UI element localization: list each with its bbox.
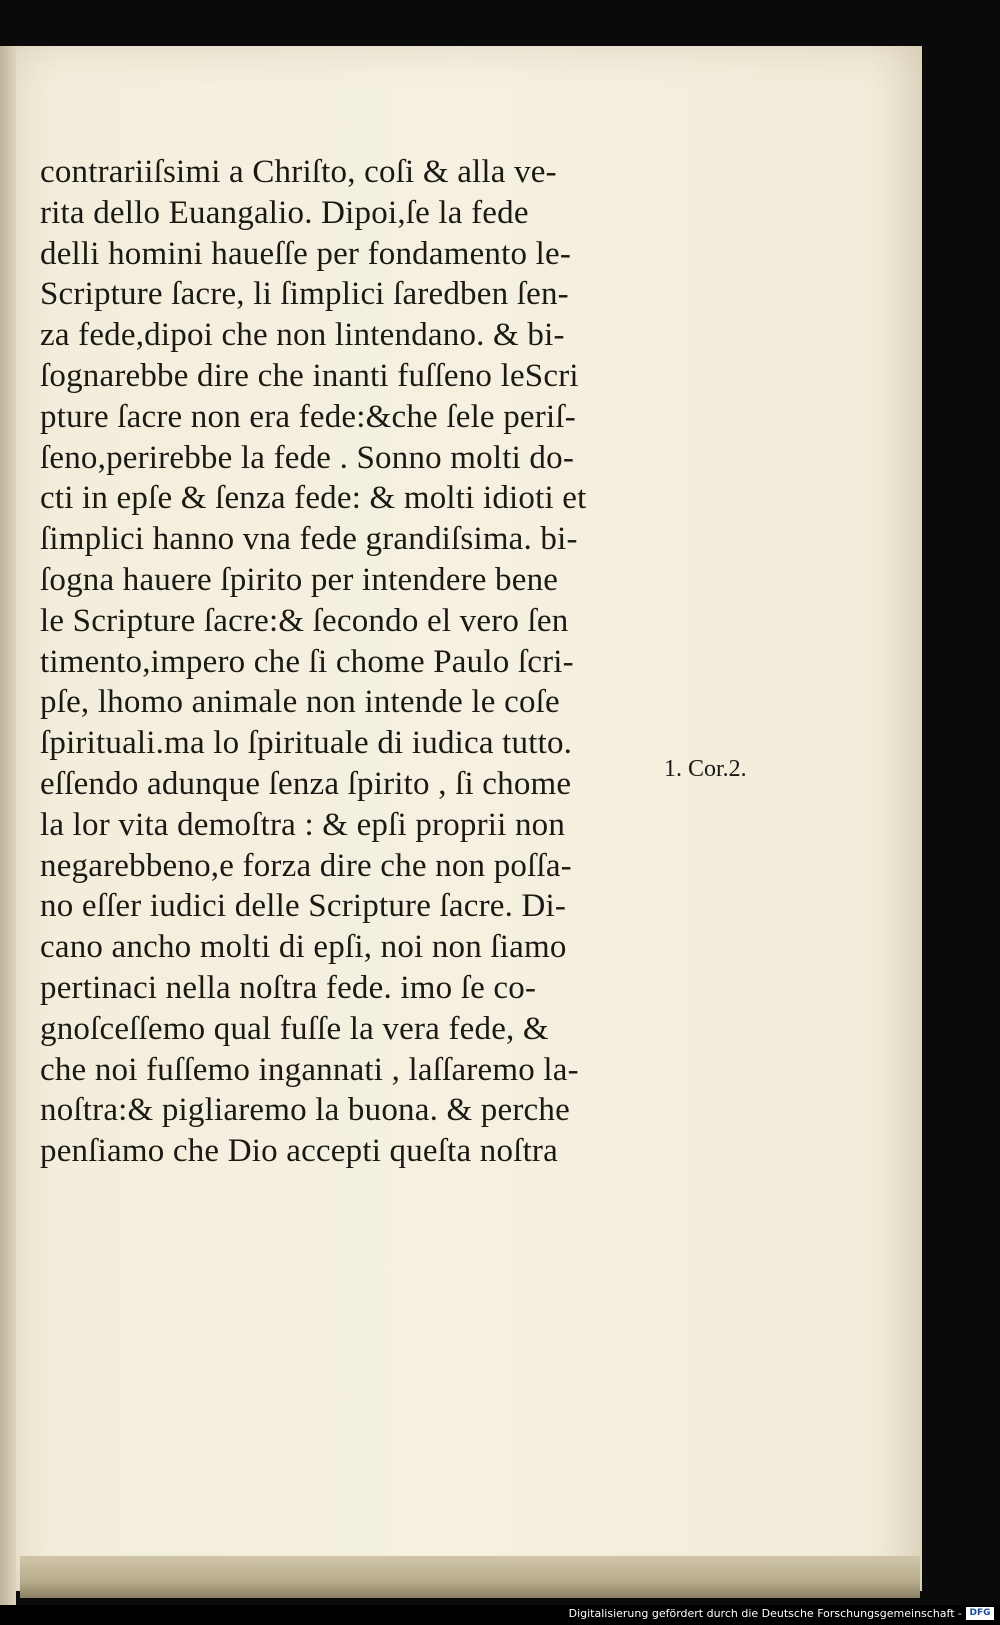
text-line: ſeno,perirebbe la fede . Sonno molti do- [40,439,575,476]
text-line: penſiamo che Dio accepti queſta noſtra [40,1133,558,1170]
text-line: pture ſacre non era fede:&che ſele periſ- [40,398,576,435]
text-line: cti in epſe & ſenza fede: & molti idioti et [40,480,587,517]
text-line: negarebbeno,e forza dire che non poſſa- [40,847,572,884]
text-line: no eſſer iudici delle Scripture ſacre. Di- [40,888,567,925]
text-line: za fede,dipoi che non lintendano. & bi- [40,317,565,354]
text-line: delli homini haueſſe per fondamento le- [40,235,572,272]
text-line: che noi fuſſemo ingannati , laſſaremo la- [40,1051,579,1088]
text-line: gnoſceſſemo qual fuſſe la vera fede, & [40,1010,549,1047]
text-line: timento,impero che ſi chome Paulo ſcri- [40,643,574,680]
text-line: ſimplici hanno vna fede grandiſsima. bi- [40,521,578,558]
text-line: ſpirituali.ma lo ſpirituale di iudica tutto. [40,725,573,762]
text-line: Scripture ſacre, li ſimplici ſaredben ſen- [40,276,569,313]
text-line: eſſendo adunque ſenza ſpirito , ſi chome [40,765,572,802]
text-line: cano ancho molti di epſi, noi non ſiamo [40,929,567,966]
text-line: noſtra:& pigliaremo la buona. & perche [40,1092,570,1129]
page-left-edge [0,46,16,1606]
page-bottom-edge [20,1556,920,1598]
text-line: pertinaci nella noſtra fede. imo ſe co- [40,969,537,1006]
text-line: ſognarebbe dire che inanti fuſſeno leScri [40,357,579,394]
text-line: contrariiſsimi a Chriſto, coſi & alla ve- [40,154,557,190]
text-line: pſe, lhomo animale non intende le coſe [40,684,560,721]
dfg-logo: DFG [966,1607,994,1620]
digitization-credit: Digitalisierung gefördert durch die Deutsche Forschungsgemeinschaft - [568,1607,962,1620]
text-line: ſogna hauere ſpirito per intendere bene [40,561,559,598]
page-text-block [40,152,680,1172]
text-line: la lor vita demoſtra : & epſi proprii non [40,806,566,843]
text-line: le Scripture ſacre:& ſecondo el vero ſen [40,602,569,639]
margin-citation: 1. Cor.2. [664,756,747,782]
text-line: rita dello Euangalio. Dipoi,ſe la fede [40,194,529,231]
